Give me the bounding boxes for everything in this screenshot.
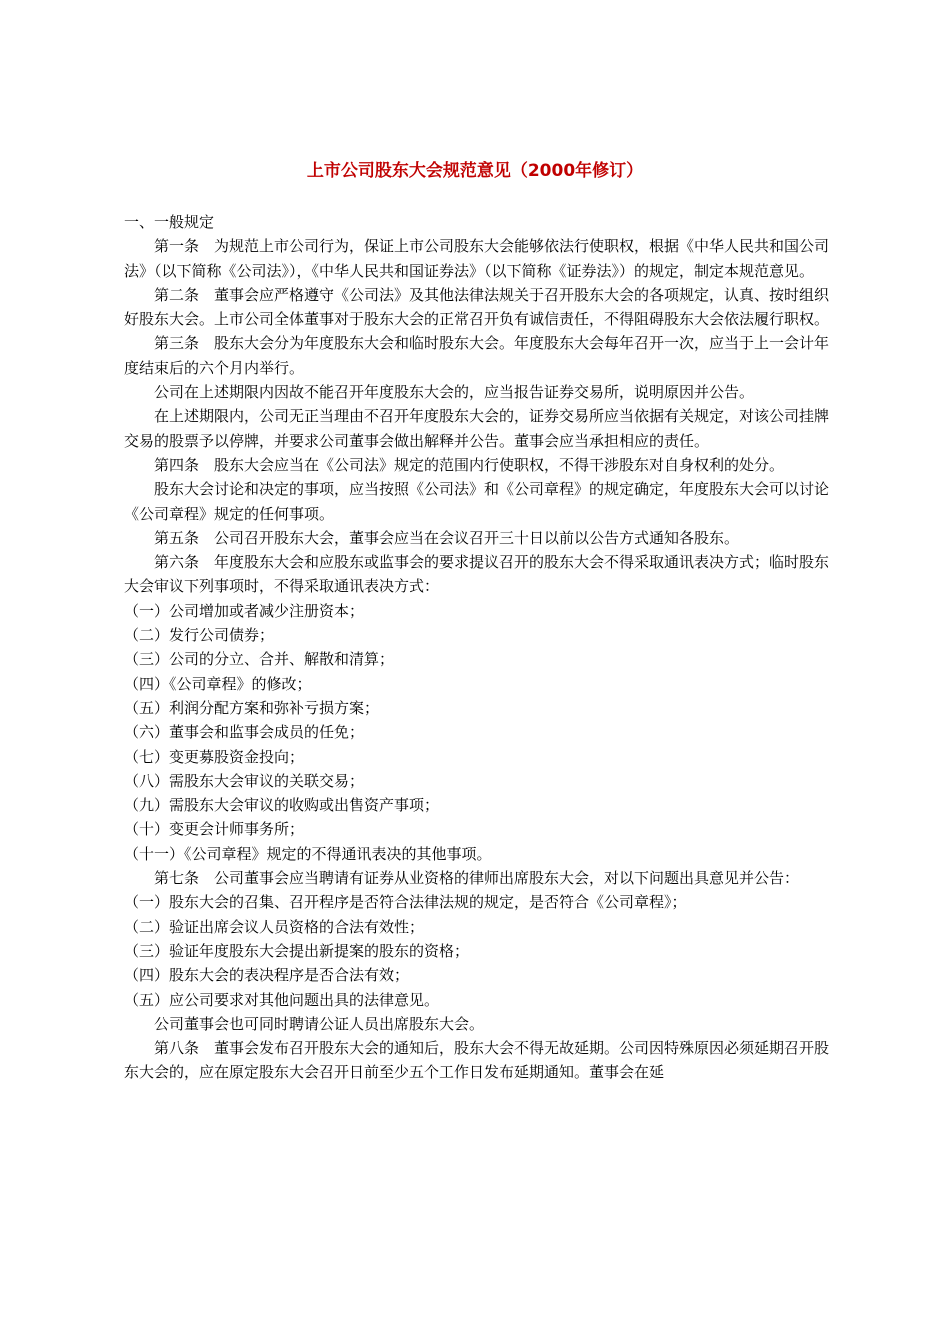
paragraph: 第五条 公司召开股东大会，董事会应当在会议召开三十日以前以公告方式通知各股东。 [154, 528, 740, 547]
list-item: （十）变更会计师事务所； [124, 820, 305, 839]
list-item: （八）需股东大会审议的关联交易； [124, 771, 365, 790]
paragraph: 第六条 年度股东大会和应股东或监事会的要求提议召开的股东大会不得采取通讯表决方式；临时股东大会审议下列事项时，不得采取通讯表决方式： [124, 553, 830, 596]
list-item: （五）应公司要求对其他问题出具的法律意见。 [124, 990, 440, 1009]
list-item: （六）董事会和监事会成员的任免； [124, 723, 365, 742]
list-item: （九）需股东大会审议的收购或出售资产事项； [124, 796, 440, 815]
list-item: （一）公司增加或者减少注册资本； [124, 601, 365, 620]
list-item: （二）验证出席会议人员资格的合法有效性； [124, 917, 425, 936]
paragraph: 第四条 股东大会应当在《公司法》规定的范围内行使职权，不得干涉股东对自身权利的处分。 [154, 455, 785, 474]
paragraph: 第三条 股东大会分为年度股东大会和临时股东大会。年度股东大会每年召开一次，应当于上一会计年度结束后的六个月内举行。 [124, 334, 830, 377]
paragraph: 股东大会讨论和决定的事项，应当按照《公司法》和《公司章程》的规定确定，年度股东大会可以讨论《公司章程》规定的任何事项。 [124, 480, 830, 523]
paragraph: 第二条 董事会应严格遵守《公司法》及其他法律法规关于召开股东大会的各项规定，认真、按时组织好股东大会。上市公司全体董事对于股东大会的正常召开负有诚信责任，不得阻碍股东大会依法履行职权。 [124, 285, 830, 329]
list-item: （二）发行公司债券； [124, 626, 275, 645]
list-item: （四）股东大会的表决程序是否合法有效； [124, 966, 410, 985]
list-item: （三）验证年度股东大会提出新提案的股东的资格； [124, 941, 470, 960]
document-body [124, 210, 836, 1085]
paragraph: 公司董事会也可同时聘请公证人员出席股东大会。 [154, 1014, 485, 1033]
list-item: （四）《公司章程》的修改； [124, 674, 312, 693]
paragraph: 在上述期限内，公司无正当理由不召开年度股东大会的，证券交易所应当依据有关规定，对该公司挂牌交易的股票予以停牌，并要求公司董事会做出解释并公告。董事会应当承担相应的责任。 [124, 407, 830, 450]
paragraph: 第八条 董事会发布召开股东大会的通知后，股东大会不得无故延期。公司因特殊原因必须延期召开股东大会的，应在原定股东大会召开日前至少五个工作日发布延期通知。董事会在延 [124, 1039, 830, 1082]
list-item: （五）利润分配方案和弥补亏损方案； [124, 698, 380, 717]
document-title: 上市公司股东大会规范意见（2000年修订） [306, 161, 644, 181]
paragraph: 第七条 公司董事会应当聘请有证券从业资格的律师出席股东大会，对以下问题出具意见并公告： [154, 869, 800, 888]
list-item: （三）公司的分立、合并、解散和清算； [124, 650, 395, 669]
paragraph: 公司在上述期限内因故不能召开年度股东大会的，应当报告证券交易所，说明原因并公告。 [154, 383, 755, 402]
list-item: （一）股东大会的召集、召开程序是否符合法律法规的规定，是否符合《公司章程》； [124, 893, 687, 912]
paragraph: 第一条 为规范上市公司行为，保证上市公司股东大会能够依法行使职权，根据《中华人民共和国公司法》（以下简称《公司法》），《中华人民共和国证券法》（以下简称《证券法》）的规定，制定本规范意见。 [124, 237, 830, 280]
list-item: （七）变更募股资金投向； [124, 747, 305, 766]
list-item: （十一）《公司章程》规定的不得通讯表决的其他事项。 [124, 844, 492, 863]
section-heading: 一、一般规定 [124, 213, 215, 231]
